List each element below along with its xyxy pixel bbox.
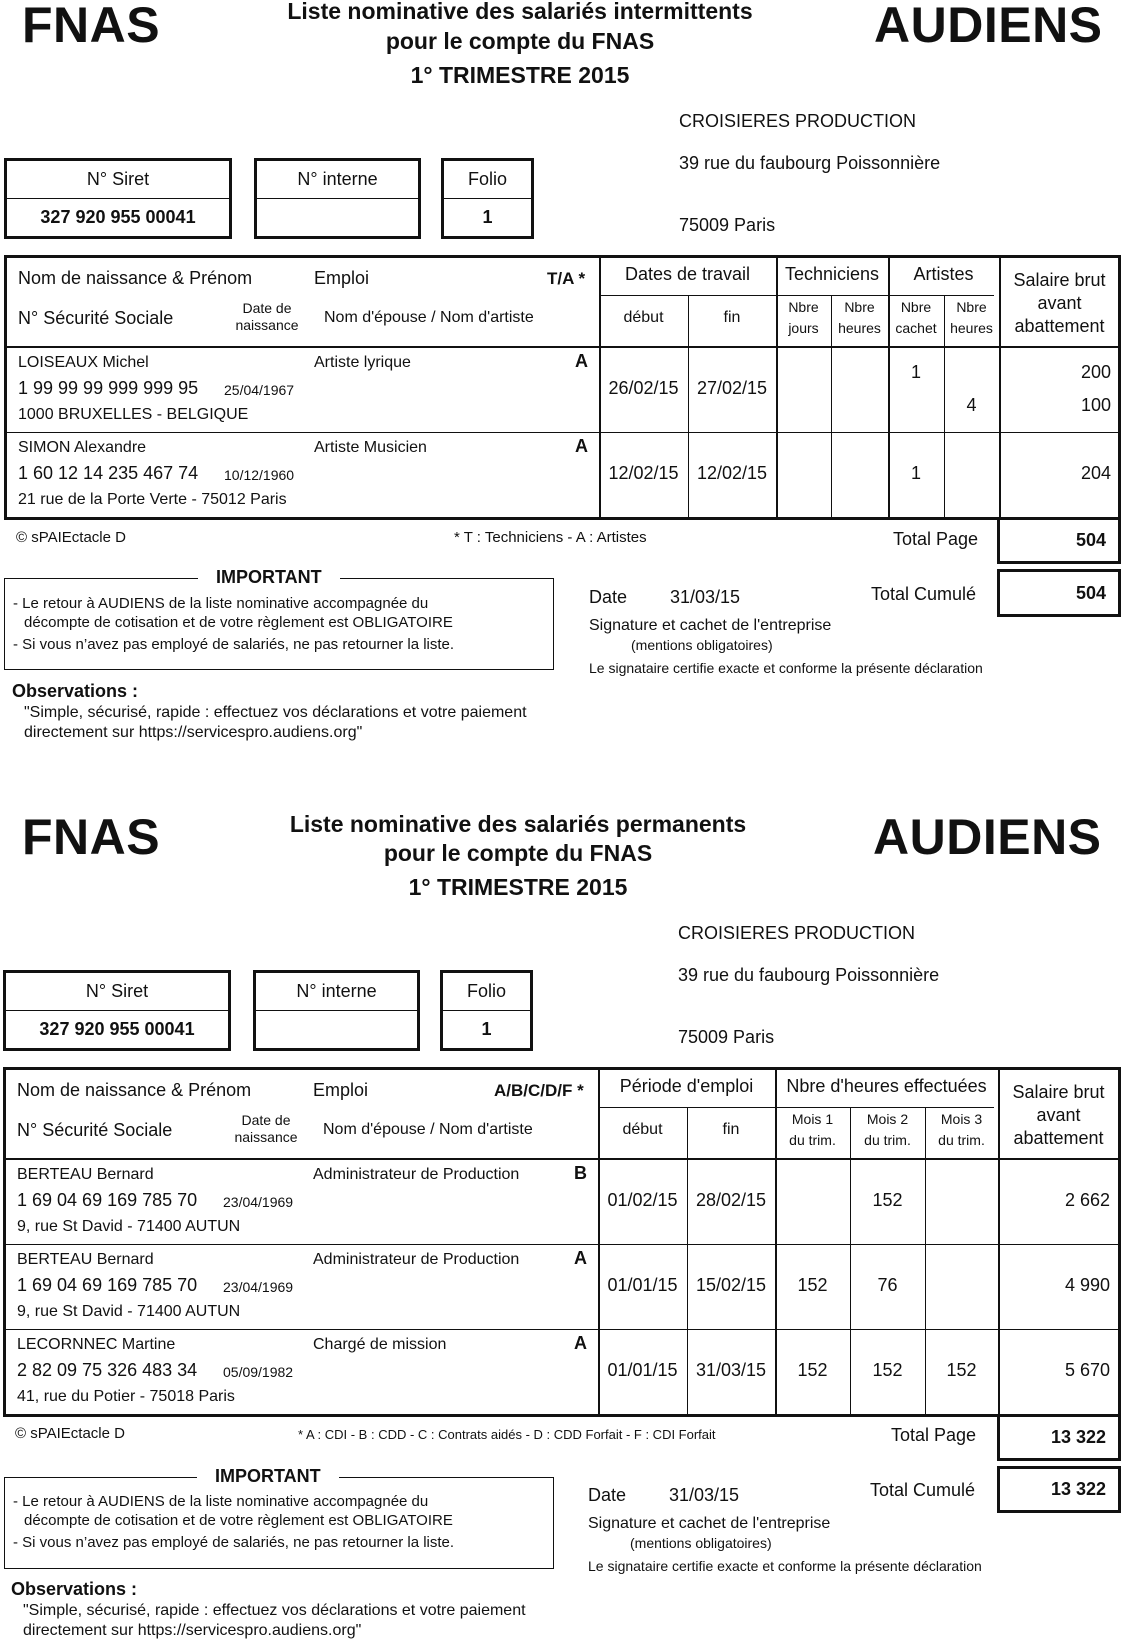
header-dob-2: naissance — [234, 1129, 298, 1145]
row-adresse: 21 rue de la Porte Verte - 75012 Paris — [18, 491, 287, 508]
header-mois1-b: du trim. — [789, 1132, 836, 1148]
header-c4-a: Nbre — [956, 299, 987, 315]
row-code: A — [575, 436, 588, 456]
important-line-3: - Si vous n’avez pas employé de salariés, ne pas retourner la liste. — [13, 636, 455, 653]
important-line-2: décompte de cotisation et de votre règlement est OBLIGATOIRE — [24, 1512, 453, 1529]
observations-label: Observations : — [11, 1579, 138, 1599]
signature-label: Signature et cachet de l'entreprise — [588, 1515, 831, 1532]
certification-text: Le signataire certifie exacte et conforme la présente déclaration — [588, 1558, 982, 1574]
company-street: 39 rue du faubourg Poissonnière — [678, 965, 940, 985]
fnas-logo: FNAS — [22, 0, 161, 53]
row-emploi: Artiste Musicien — [314, 439, 427, 456]
header-debut: début — [622, 1121, 663, 1138]
interne-box — [253, 970, 420, 1051]
row-adresse: 9, rue St David - 71400 AUTUN — [17, 1303, 241, 1320]
header-mois2-b: du trim. — [864, 1132, 911, 1148]
interne-label: N° interne — [256, 973, 417, 1011]
folio-value: 1 — [481, 1019, 492, 1039]
row-emploi: Administrateur de Production — [313, 1166, 520, 1183]
header-salaire-2: avant — [1036, 1105, 1081, 1125]
row-debut: 26/02/15 — [608, 378, 679, 398]
row-salaire-a: 200 — [1080, 362, 1111, 382]
row-secu: 1 60 12 14 235 467 74 — [18, 463, 199, 483]
date-label: Date — [589, 587, 628, 607]
row-dob: 23/04/1969 — [223, 1279, 294, 1295]
company-city: 75009 Paris — [678, 1027, 775, 1047]
header-c4-b: heures — [950, 320, 993, 336]
header-c1-a: Nbre — [788, 299, 819, 315]
row-code: A — [574, 1333, 587, 1353]
legend: * A : CDI - B : CDD - C : Contrats aidés - D : CDD Forfait - F : CDI Forfait — [298, 1427, 716, 1442]
row-fin: 28/02/15 — [695, 1190, 767, 1210]
header-heures: Nbre d'heures effectuées — [786, 1076, 987, 1096]
row-secu: 1 69 04 69 169 785 70 — [17, 1190, 198, 1210]
observations-line-2: directement sur https://servicespro.audiens.org" — [24, 724, 363, 741]
important-title: IMPORTANT — [197, 1466, 339, 1487]
total-page-label: Total Page — [893, 529, 979, 549]
observations-label: Observations : — [12, 681, 139, 701]
header-salaire-1: Salaire brut — [1012, 1082, 1105, 1102]
quarter-label: 1° TRIMESTRE 2015 — [410, 62, 630, 88]
quarter-label: 1° TRIMESTRE 2015 — [408, 874, 628, 900]
legend: * T : Techniciens - A : Artistes — [454, 529, 647, 546]
row-salaire: 2 662 — [1064, 1190, 1110, 1210]
page-subtitle: pour le compte du FNAS — [385, 28, 655, 54]
row-dob: 05/09/1982 — [223, 1364, 294, 1380]
employee-table — [4, 255, 1121, 520]
row-code: A — [574, 1248, 587, 1268]
total-cumule-label: Total Cumulé — [870, 1480, 976, 1500]
header-c1-b: jours — [788, 320, 819, 336]
row-nom: BERTEAU Bernard — [17, 1166, 154, 1183]
siret-value: 327 920 955 00041 — [40, 207, 196, 227]
row-fin: 31/03/15 — [695, 1360, 767, 1380]
row-c3: 1 — [910, 362, 921, 382]
page-subtitle: pour le compte du FNAS — [383, 840, 653, 866]
row-fin: 15/02/15 — [695, 1275, 767, 1295]
row-mois3: 152 — [946, 1360, 977, 1380]
header-c3-b: cachet — [895, 320, 937, 336]
header-periode: Période d'emploi — [619, 1076, 754, 1096]
row-adresse: 1000 BRUXELLES - BELGIQUE — [18, 406, 249, 423]
total-cumule-value: 13 322 — [997, 1466, 1121, 1513]
row-debut: 01/02/15 — [607, 1190, 678, 1210]
observations-line-1: "Simple, sécurisé, rapide : effectuez vos déclarations et votre paiement — [24, 704, 527, 721]
row-dob: 25/04/1967 — [224, 382, 295, 398]
row-adresse: 9, rue St David - 71400 AUTUN — [17, 1218, 241, 1235]
header-fin: fin — [722, 1121, 740, 1138]
header-mois3-b: du trim. — [938, 1132, 985, 1148]
folio-value: 1 — [482, 207, 493, 227]
date-value: 31/03/15 — [670, 587, 741, 607]
company-city: 75009 Paris — [679, 215, 776, 235]
siret-label: N° Siret — [6, 973, 228, 1011]
row-secu: 2 82 09 75 326 483 34 — [17, 1360, 198, 1380]
date-value: 31/03/15 — [669, 1485, 740, 1505]
mentions-label: (mentions obligatoires) — [630, 1535, 772, 1551]
header-artistes: Artistes — [913, 264, 974, 284]
row-mois2: 152 — [872, 1360, 903, 1380]
section-intermittents — [0, 0, 1123, 760]
interne-box — [254, 158, 421, 239]
fnas-logo: FNAS — [22, 809, 161, 865]
header-mois1-a: Mois 1 — [791, 1111, 834, 1127]
row-salaire: 5 670 — [1064, 1360, 1110, 1380]
row-dob: 10/12/1960 — [224, 467, 295, 483]
header-mois2-a: Mois 2 — [866, 1111, 909, 1127]
row-salaire: 4 990 — [1064, 1275, 1110, 1295]
row-debut: 01/01/15 — [607, 1275, 678, 1295]
header-secu: N° Sécurité Sociale — [18, 308, 174, 328]
section-permanents — [0, 809, 1123, 1646]
total-page-value: 13 322 — [997, 1414, 1121, 1461]
row-salaire-b: 100 — [1080, 395, 1111, 415]
row-c3: 1 — [910, 463, 921, 483]
row-secu: 1 69 04 69 169 785 70 — [17, 1275, 198, 1295]
row-mois2: 152 — [872, 1190, 903, 1210]
mentions-label: (mentions obligatoires) — [631, 637, 773, 653]
header-nom: Nom de naissance & Prénom — [18, 268, 253, 288]
header-code: T/A * — [547, 269, 586, 288]
row-salaire-a: 204 — [1080, 463, 1111, 483]
important-line-1: - Le retour à AUDIENS de la liste nominative accompagnée du — [13, 595, 429, 612]
date-label: Date — [588, 1485, 627, 1505]
row-nom: LOISEAUX Michel — [18, 354, 149, 371]
row-debut: 12/02/15 — [608, 463, 679, 483]
row-nom: SIMON Alexandre — [18, 439, 147, 456]
employee-table — [3, 1067, 1121, 1417]
header-emploi: Emploi — [313, 1080, 369, 1100]
header-nom: Nom de naissance & Prénom — [17, 1080, 252, 1100]
row-code: B — [574, 1163, 587, 1183]
audiens-logo: AUDIENS — [873, 809, 1102, 865]
header-dob-1: Date de — [242, 300, 292, 316]
header-dob-2: naissance — [235, 317, 299, 333]
signature-label: Signature et cachet de l'entreprise — [589, 617, 832, 634]
interne-value — [257, 199, 418, 236]
copyright: © sPAIEctacle D — [15, 1425, 125, 1442]
row-code: A — [575, 351, 588, 371]
row-emploi: Chargé de mission — [313, 1336, 447, 1353]
important-line-1: - Le retour à AUDIENS de la liste nominative accompagnée du — [13, 1493, 429, 1510]
siret-box — [4, 158, 232, 239]
observations-line-1: "Simple, sécurisé, rapide : effectuez vos déclarations et votre paiement — [23, 1602, 526, 1619]
total-cumule-value: 504 — [997, 569, 1121, 617]
total-cumule-label: Total Cumulé — [871, 584, 977, 604]
company-street: 39 rue du faubourg Poissonnière — [679, 153, 941, 173]
audiens-logo: AUDIENS — [874, 0, 1103, 53]
folio-box — [441, 158, 534, 239]
header-mois3-a: Mois 3 — [940, 1111, 983, 1127]
copyright: © sPAIEctacle D — [16, 529, 126, 546]
header-epouse: Nom d'épouse / Nom d'artiste — [324, 309, 534, 326]
row-mois2: 76 — [877, 1275, 898, 1295]
company-name: CROISIERES PRODUCTION — [679, 111, 917, 131]
row-c4: 4 — [966, 395, 977, 415]
header-salaire-3: abattement — [1013, 1128, 1104, 1148]
row-nom: BERTEAU Bernard — [17, 1251, 154, 1268]
total-page-label: Total Page — [891, 1425, 977, 1445]
siret-box — [3, 970, 231, 1051]
row-fin: 27/02/15 — [696, 378, 768, 398]
row-adresse: 41, rue du Potier - 75018 Paris — [17, 1388, 235, 1405]
page-title: Liste nominative des salariés intermittents — [287, 0, 753, 24]
header-salaire-3: abattement — [1014, 316, 1105, 336]
header-code: A/B/C/D/F * — [494, 1081, 584, 1100]
row-emploi: Artiste lyrique — [314, 354, 411, 371]
important-title: IMPORTANT — [198, 567, 340, 588]
observations-line-2: directement sur https://servicespro.audiens.org" — [23, 1622, 362, 1639]
header-epouse: Nom d'épouse / Nom d'artiste — [323, 1121, 533, 1138]
row-secu: 1 99 99 99 999 999 95 — [18, 378, 199, 398]
important-line-3: - Si vous n’avez pas employé de salariés, ne pas retourner la liste. — [13, 1534, 455, 1551]
header-fin: fin — [723, 309, 741, 326]
header-salaire-2: avant — [1037, 293, 1082, 313]
row-nom: LECORNNEC Martine — [17, 1336, 176, 1353]
siret-value: 327 920 955 00041 — [39, 1019, 195, 1039]
total-page-value: 504 — [997, 517, 1121, 564]
interne-value — [256, 1011, 417, 1048]
header-c2-a: Nbre — [844, 299, 875, 315]
company-name: CROISIERES PRODUCTION — [678, 923, 916, 943]
interne-label: N° interne — [257, 161, 418, 199]
header-emploi: Emploi — [314, 268, 370, 288]
header-techniciens: Techniciens — [784, 264, 880, 284]
folio-box — [440, 970, 533, 1051]
row-debut: 01/01/15 — [607, 1360, 678, 1380]
header-dob-1: Date de — [241, 1112, 291, 1128]
row-fin: 12/02/15 — [696, 463, 768, 483]
row-mois1: 152 — [797, 1275, 828, 1295]
header-salaire-1: Salaire brut — [1013, 270, 1106, 290]
siret-label: N° Siret — [7, 161, 229, 199]
row-mois1: 152 — [797, 1360, 828, 1380]
header-secu: N° Sécurité Sociale — [17, 1120, 173, 1140]
folio-label: Folio — [443, 973, 530, 1011]
header-c3-a: Nbre — [900, 299, 932, 315]
header-debut: début — [623, 309, 664, 326]
folio-label: Folio — [444, 161, 531, 199]
certification-text: Le signataire certifie exacte et conforme la présente déclaration — [589, 660, 983, 676]
page-title: Liste nominative des salariés permanents — [289, 811, 747, 837]
important-line-2: décompte de cotisation et de votre règlement est OBLIGATOIRE — [24, 614, 453, 631]
row-emploi: Administrateur de Production — [313, 1251, 520, 1268]
header-c2-b: heures — [838, 320, 881, 336]
row-dob: 23/04/1969 — [223, 1194, 294, 1210]
header-periode: Dates de travail — [624, 264, 751, 284]
